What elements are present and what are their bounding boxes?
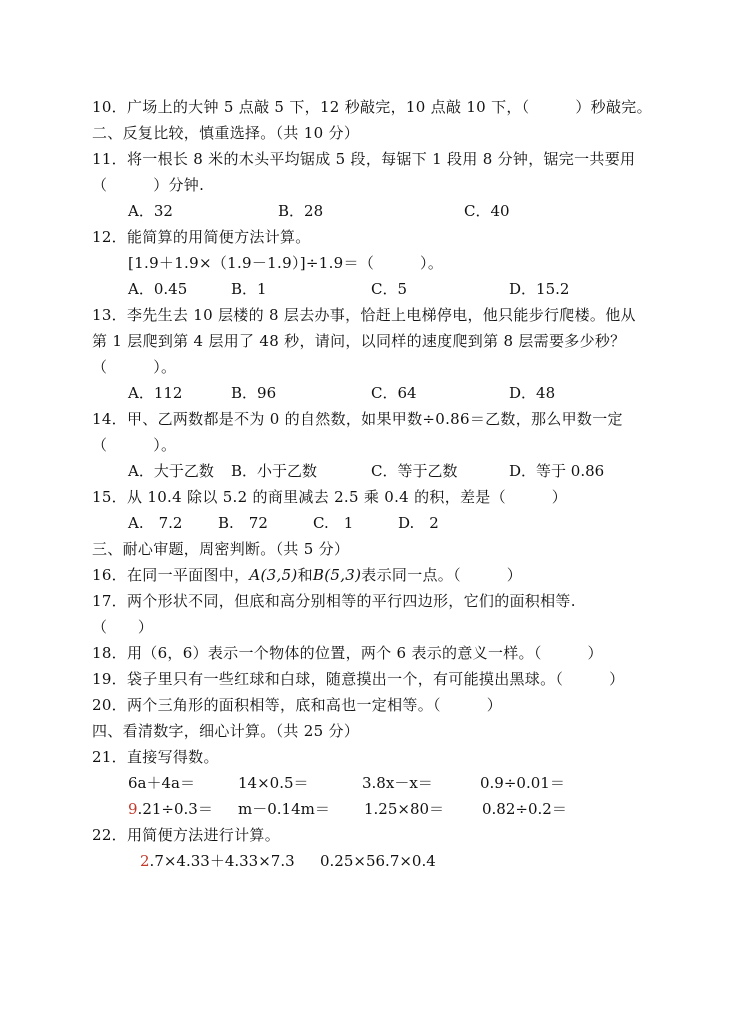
calc-item: 3.8x－x＝ (362, 774, 433, 792)
question-13-line-1: 13．李先生去 10 层楼的 8 层去办事，恰赶上电梯停电，他只能步行爬楼。他从 (92, 306, 636, 324)
question-20: 20．两个三角形的面积相等，底和高也一定相等。（ ） (92, 696, 502, 714)
calc-expression (140, 852, 295, 870)
option-b: B. 72 (218, 514, 268, 532)
point-a: A(3,5) (249, 566, 298, 584)
question-14-line-2: （ ）。 (92, 436, 177, 454)
option-b: B．小于乙数 (231, 462, 318, 480)
option-b: B．96 (231, 384, 277, 402)
calc-item: m－0.14m＝ (238, 800, 330, 818)
option-d: D．48 (509, 384, 556, 402)
question-11-line-2: （ ）分钟. (92, 176, 205, 194)
option-d: D. 2 (398, 514, 439, 532)
question-18: 18．用（6，6）表示一个物体的位置，两个 6 表示的意义一样。（ ） (92, 644, 603, 662)
question-17-line-2: （ ） (92, 618, 154, 636)
point-b: B(5,3) (312, 566, 362, 584)
option-a: A．32 (128, 202, 173, 220)
section-2-heading: 二、反复比较，慎重选择。（共 10 分） (92, 124, 360, 142)
calc-item: 1.25×80＝ (364, 800, 445, 818)
calc-item-rest: .21÷0.3＝ (137, 800, 213, 818)
calc-item: 0.82÷0.2＝ (482, 800, 567, 818)
question-16-prefix: 16．在同一平面图中， (92, 566, 250, 584)
question-10: 10．广场上的大钟 5 点敲 5 下，12 秒敲完，10 点敲 10 下，（ ）秒敲完。 (92, 98, 652, 116)
option-b: B．1 (231, 280, 267, 298)
option-a: A．大于乙数 (128, 462, 214, 480)
option-c: C. 1 (313, 514, 354, 532)
calc-item (128, 800, 213, 818)
option-c: C．5 (371, 280, 408, 298)
question-16-mid: 和 (297, 566, 313, 584)
section-4-heading: 四、看清数字，细心计算。（共 25 分） (92, 722, 360, 740)
calc-expression-rest: .7×4.33＋4.33×7.3 (149, 852, 295, 870)
option-c: C．64 (371, 384, 417, 402)
red-digit: 2 (140, 852, 150, 870)
calc-expression: 0.25×56.7×0.4 (320, 852, 436, 870)
question-13-line-3: （ ）。 (92, 358, 177, 376)
calc-item: 6a＋4a＝ (128, 774, 195, 792)
calc-item: 14×0.5＝ (238, 774, 309, 792)
option-a: A．112 (128, 384, 183, 402)
question-16-suffix: 表示同一点。（ ） (361, 566, 523, 584)
section-3-heading: 三、耐心审题，周密判断。（共 5 分） (92, 540, 350, 558)
calc-item: 0.9÷0.01＝ (480, 774, 565, 792)
option-c: C．40 (464, 202, 510, 220)
option-a: A. 7.2 (128, 514, 183, 532)
question-22: 22．用简便方法进行计算。 (92, 826, 280, 844)
question-15: 15．从 10.4 除以 5.2 的商里减去 2.5 乘 0.4 的积，差是（ ） (92, 488, 568, 506)
question-19: 19．袋子里只有一些红球和白球，随意摸出一个，有可能摸出黑球。（ ） (92, 670, 625, 688)
question-14-line-1: 14．甲、乙两数都是不为 0 的自然数，如果甲数÷0.86＝乙数，那么甲数一定 (92, 410, 623, 428)
option-a: A．0.45 (128, 280, 188, 298)
option-b: B．28 (278, 202, 324, 220)
option-d: D．等于 0.86 (509, 462, 605, 480)
question-12-expression: [1.9＋1.9×（1.9－1.9）]÷1.9＝（ ）。 (128, 254, 444, 272)
red-digit: 9 (128, 800, 138, 818)
question-13-line-2: 第 1 层爬到第 4 层用了 48 秒，请问，以同样的速度爬到第 8 层需要多少秒？ (92, 332, 626, 350)
option-d: D．15.2 (509, 280, 570, 298)
question-21: 21．直接写得数。 (92, 748, 219, 766)
question-12-line-1: 12．能简算的用简便方法计算。 (92, 228, 311, 246)
question-16 (92, 566, 522, 584)
question-11-line-1: 11．将一根长 8 米的木头平均锯成 5 段，每锯下 1 段用 8 分钟，锯完一共要用 (92, 150, 636, 168)
question-17-line-1: 17．两个形状不同，但底和高分别相等的平行四边形，它们的面积相等. (92, 592, 576, 610)
option-c: C．等于乙数 (371, 462, 458, 480)
